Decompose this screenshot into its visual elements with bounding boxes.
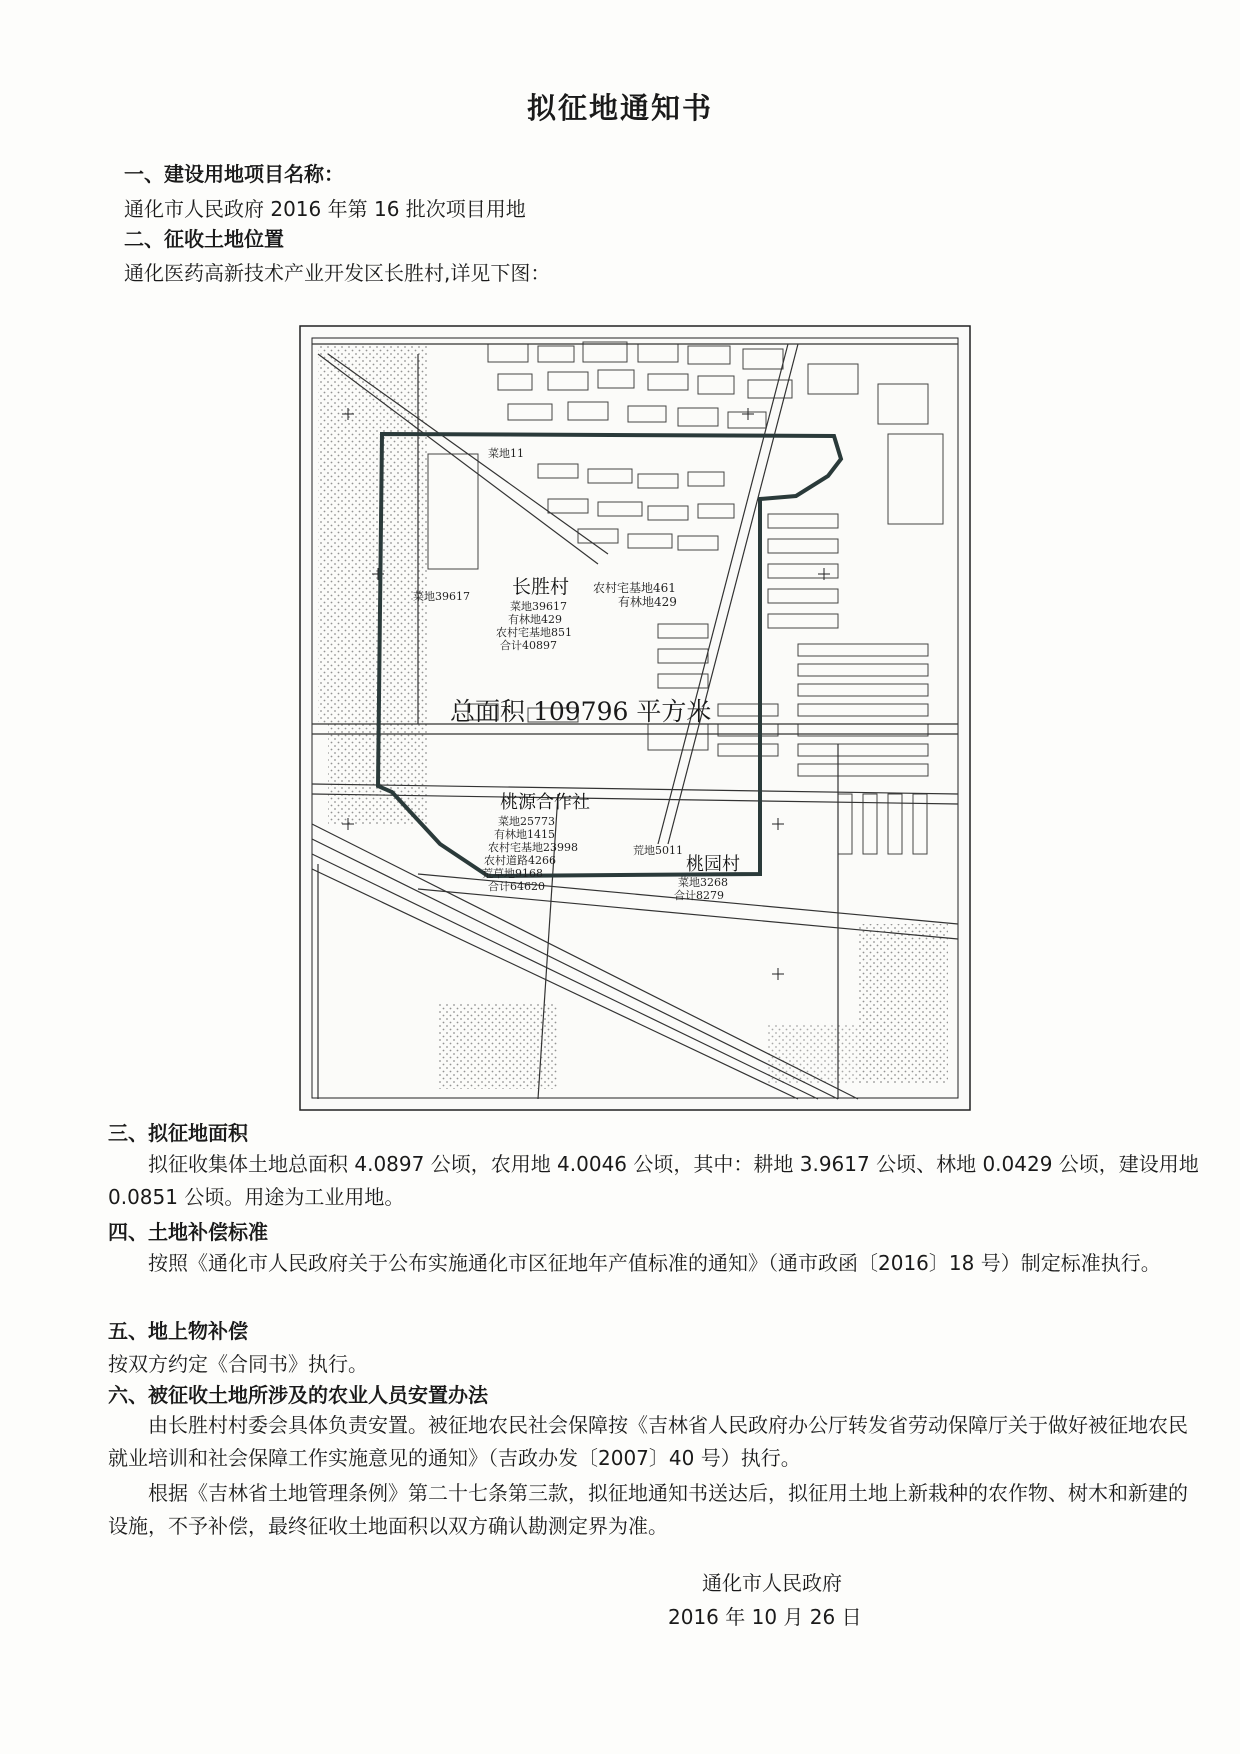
- section-1-heading: 一、建设用地项目名称：: [124, 162, 344, 186]
- total-area-label: 总面积 109796 平方米: [450, 697, 712, 726]
- village1-veg: 菜地39617: [510, 600, 567, 613]
- compensation-paragraph: 按照《通化市人民政府关于公布实施通化市区征地年产值标准的通知》（通市政函〔2016〕18 号）制定标准执行。: [148, 1251, 1161, 1275]
- map-label-forest: 有林地429: [618, 595, 677, 609]
- section-2-heading: 二、征收土地位置: [124, 227, 284, 251]
- resettlement-paragraph: 由长胜村村委会具体负责安置。被征地农民社会保障按《吉林省人民政府办公厅转发省劳动保障厅关于做好被征地农民就业培训和社会保障工作实施意见的通知》（吉政办发〔2007〕40 号）执行。: [108, 1413, 1188, 1470]
- village3-waste: 荒地5011: [633, 844, 683, 857]
- section-5-heading: 五、地上物补偿: [108, 1319, 248, 1343]
- document-title: 拟征地通知书: [526, 91, 713, 125]
- village3-name: 桃园村: [686, 854, 740, 875]
- map-label-nongcun: 农村宅基地461: [593, 581, 676, 595]
- village1-forest: 有林地429: [508, 613, 562, 626]
- regulation-paragraph: 根据《吉林省土地管理条例》第二十七条第三款，拟征地通知书送达后，拟征用土地上新栽种的农作物、树木和新建的设施，不予补偿，最终征收土地面积以双方确认勘测定界为准。: [108, 1481, 1188, 1538]
- issue-date: 2016 年 10 月 26 日: [668, 1605, 862, 1629]
- area-paragraph: 拟征收集体土地总面积 4.0897 公顷，农用地 4.0046 公顷，其中：耕地 3.9617 公顷、林地 0.0429 公顷，建设用地 0.0851 公顷。用途为工业用地。: [108, 1152, 1199, 1209]
- village1-total: 合计40897: [500, 639, 557, 652]
- village2-total: 合计64620: [488, 880, 545, 893]
- location-text: 通化医药高新技术产业开发区长胜村,详见下图：: [124, 261, 551, 285]
- section-6-heading: 六、被征收土地所涉及的农业人员安置办法: [108, 1383, 488, 1407]
- village3-total: 合计8279: [674, 889, 724, 902]
- issuer-name: 通化市人民政府: [702, 1571, 842, 1595]
- ground-objects-text: 按双方约定《合同书》执行。: [108, 1352, 368, 1376]
- section-4-heading: 四、土地补偿标准: [108, 1220, 268, 1244]
- village2-grass: 荒草地9168: [482, 867, 543, 880]
- village2-forest: 有林地1415: [494, 828, 555, 841]
- village2-road: 农村道路4266: [484, 854, 556, 867]
- village1-homestead: 农村宅基地851: [496, 626, 572, 639]
- village2-name: 桃源合作社: [500, 792, 590, 813]
- village2-veg: 菜地25773: [498, 815, 555, 828]
- village2-homestead: 农村宅基地23998: [488, 841, 578, 854]
- section-3-heading: 三、拟征地面积: [108, 1121, 248, 1145]
- project-name-text: 通化市人民政府 2016 年第 16 批次项目用地: [124, 197, 526, 221]
- land-map: [298, 324, 972, 1112]
- village3-veg: 菜地3268: [678, 876, 728, 889]
- village1-name: 长胜村: [512, 576, 570, 598]
- map-label-veg-left: 菜地39617: [413, 590, 470, 603]
- map-label-veg-top: 菜地11: [488, 447, 524, 460]
